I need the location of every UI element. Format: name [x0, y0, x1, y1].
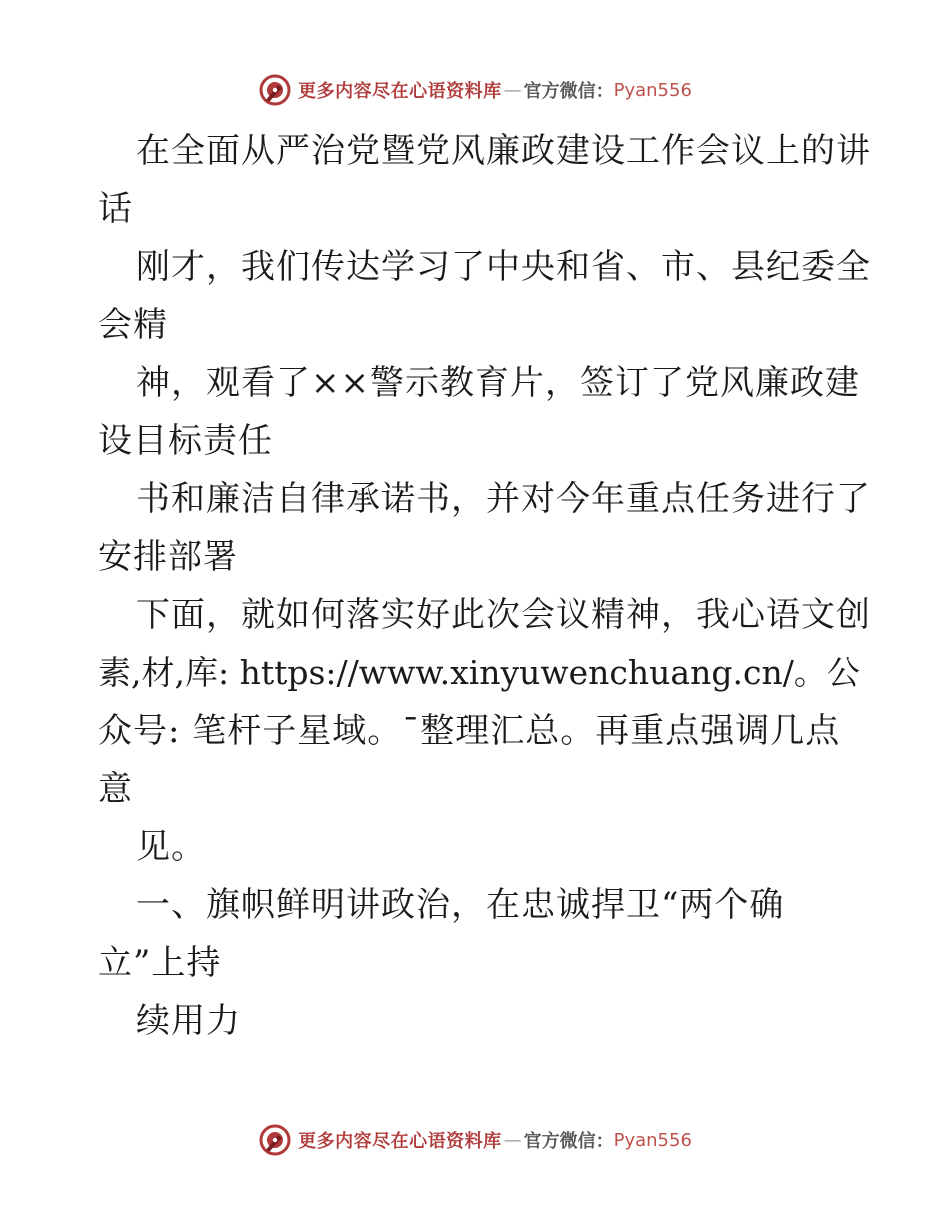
banner-wechat-label: 官方微信：	[523, 1131, 614, 1152]
section-heading-line-cont: 续用力	[136, 1001, 241, 1041]
banner-brand-text: 更多内容尽在心语资料库	[298, 81, 502, 102]
paragraph-line: 下面，就如何落实好此次会议精神，我心语文创	[136, 595, 871, 635]
paragraph-line: 意	[98, 769, 133, 809]
paragraph-line: 安排部署	[98, 537, 238, 577]
banner-wechat-account: Pyan556	[613, 1129, 692, 1151]
paragraph-line: 设目标责任	[98, 421, 273, 461]
paragraph-line: 书和廉洁自律承诺书，并对今年重点任务进行了	[136, 479, 871, 519]
banner-separator: —	[503, 1129, 522, 1151]
document-body	[98, 122, 871, 1050]
section-heading-line-cont: 立”上持	[98, 943, 222, 983]
pen-nib-circle-icon	[258, 73, 292, 107]
document-title-line-cont: 话	[98, 189, 133, 229]
section-heading-line: 一、旗帜鲜明讲政治，在忠诚捍卫“两个确	[136, 885, 785, 925]
paragraph-line: 刚才，我们传达学习了中央和省、市、县纪委全	[136, 247, 871, 287]
paragraph-line-with-url: 素,材,库: https://www.xinyuwenchuang.cn/。公	[98, 653, 860, 692]
paragraph-line: 见。	[136, 827, 206, 867]
paragraph-line: 会精	[98, 305, 168, 345]
banner-brand-text: 更多内容尽在心语资料库	[298, 1131, 502, 1152]
pen-nib-circle-icon	[258, 1123, 292, 1157]
document-title-line: 在全面从严治党暨党风廉政建设工作会议上的讲	[136, 131, 871, 171]
header-banner	[0, 70, 950, 110]
paragraph-line: 众号: 笔杆子星域。¯整理汇总。再重点强调几点	[98, 711, 841, 751]
banner-wechat-account: Pyan556	[613, 79, 692, 101]
banner-separator: —	[503, 79, 522, 101]
footer-banner	[0, 1120, 950, 1160]
banner-wechat-label: 官方微信：	[523, 81, 614, 102]
paragraph-line: 神，观看了××警示教育片，签订了党风廉政建	[136, 363, 860, 403]
